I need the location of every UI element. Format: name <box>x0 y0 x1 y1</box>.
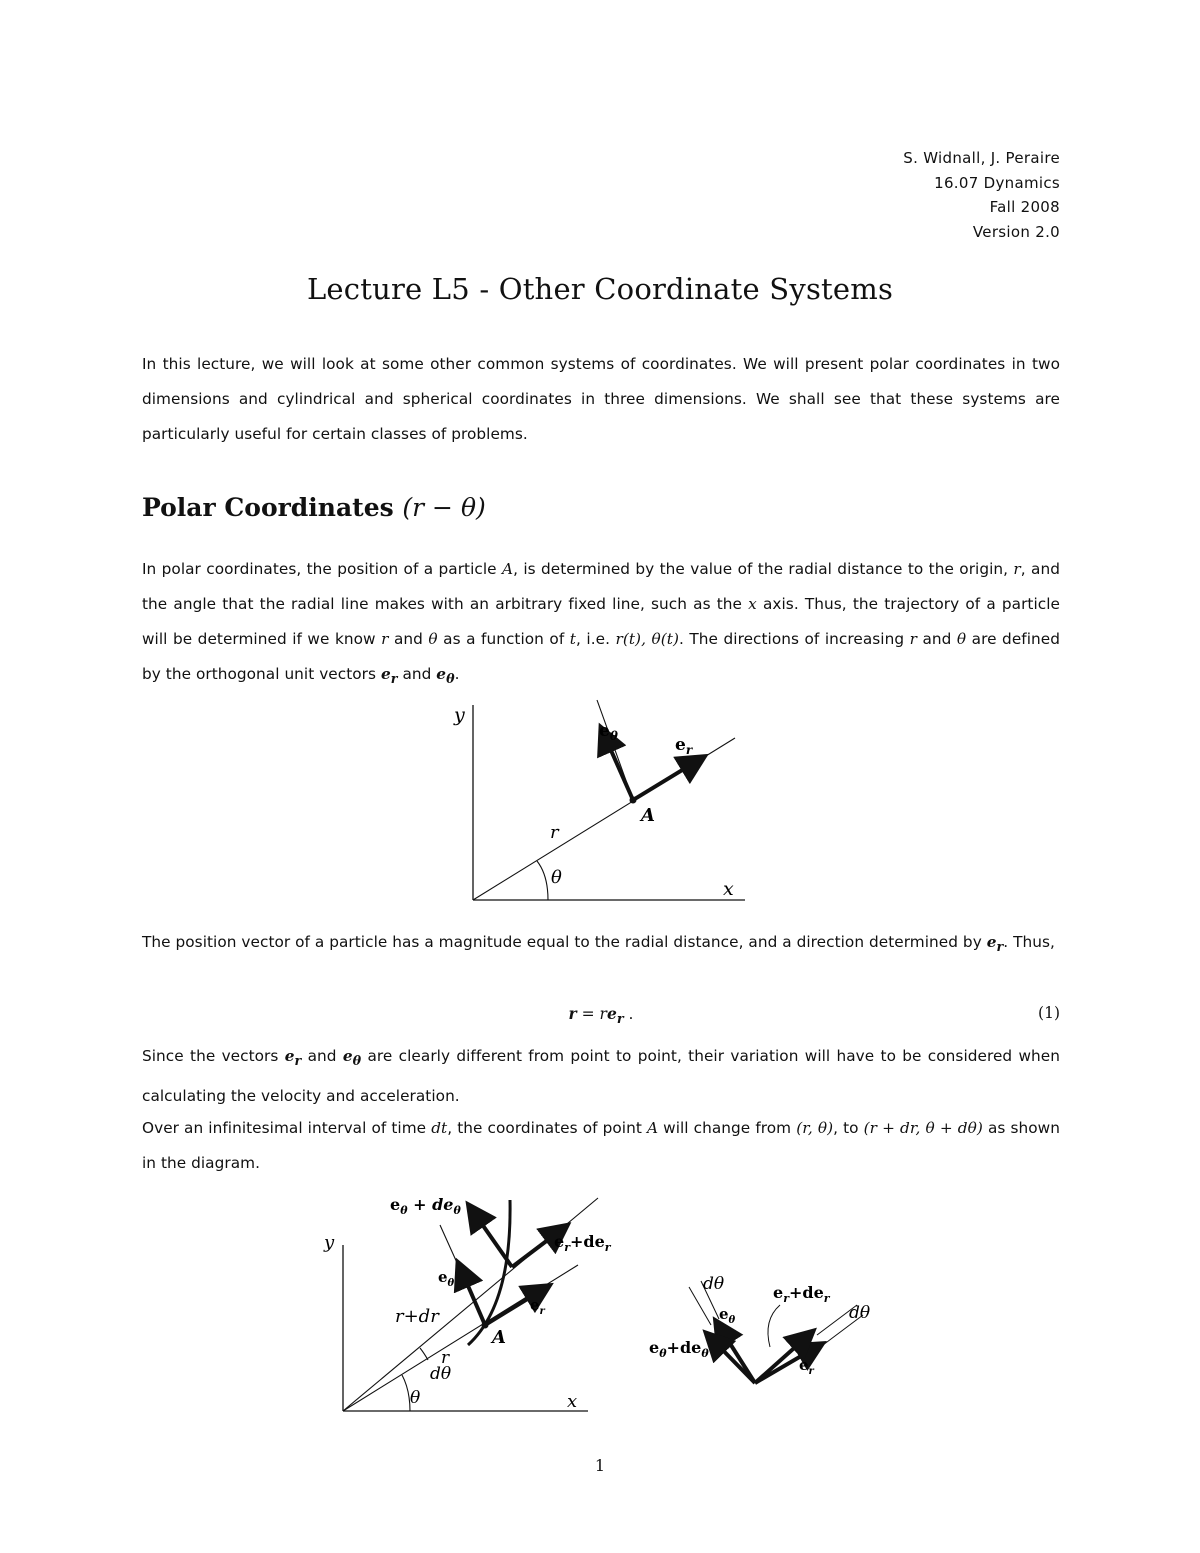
equation-number: (1) <box>1038 1004 1060 1022</box>
infinitesimal-paragraph: Over an infinitesimal interval of time dt, the coordinates of point A will change from (r, θ), to (r + dr, θ + dθ) as shown in the diagram. <box>142 1119 1060 1172</box>
unit-vector-change-figure <box>645 1265 905 1395</box>
e-r-label: $e_r$ <box>675 735 693 757</box>
e-r-plus-label: $e_r+de_r$ <box>554 1232 611 1254</box>
polar-coordinates-figure <box>440 695 760 910</box>
point-a-label: A <box>492 1327 506 1348</box>
section-heading <box>142 493 486 522</box>
e-theta-plus-label: $e_\theta + de_\theta$ <box>390 1195 461 1217</box>
pointer-curve <box>768 1305 780 1347</box>
r-plus-dr-label: r+dr <box>395 1306 439 1327</box>
point-a <box>482 1322 489 1329</box>
theta-label: θ <box>410 1388 421 1408</box>
section-math: (r − θ) <box>402 493 486 522</box>
dtheta-arc <box>420 1348 428 1360</box>
point-a-label: A <box>641 805 655 826</box>
variation-paragraph: Since the vectors $e_r$ and $e_\theta$ are clearly different from point to point, their variation will have to be considered when calculating the velocity and acceleration. <box>142 1047 1060 1106</box>
theta-arc <box>537 861 548 900</box>
theta-arc <box>402 1375 410 1411</box>
header-authors: S. Widnall, J. Peraire <box>903 149 1060 167</box>
e-theta-plus-de-theta-arrow <box>470 1207 512 1267</box>
r-label: r <box>441 1348 450 1368</box>
dtheta-top-label: dθ <box>703 1274 725 1294</box>
e-theta-label: $e_\theta$ <box>438 1268 455 1289</box>
e-theta-arrow <box>717 1323 755 1383</box>
header-term: Fall 2008 <box>989 198 1060 216</box>
e-theta-label: $e_\theta$ <box>599 721 618 743</box>
e-r-plus-label: $e_r+de_r$ <box>773 1283 830 1305</box>
infinitesimal-change-figure <box>320 1185 620 1420</box>
e-r-arrow <box>633 758 702 800</box>
polar-paragraph: In polar coordinates, the position of a particle A, is determined by the value of the radial distance to the origin, r, and the angle that the radial line makes with an arbitrary fixed line, such as the x axis. Thus, the trajectory of a particle will be determined if we know r and θ as a function of t, i.e. r(t), θ(t). The directions of increasing r and θ are defined by the orthogonal unit vectors $e_r$ and $e_\theta$. <box>142 560 1060 688</box>
r-label: r <box>550 822 559 843</box>
e-r-label: $e_r$ <box>799 1356 814 1377</box>
point-a <box>630 797 637 804</box>
equation-body: $r = re_r$ . <box>568 1004 634 1028</box>
dtheta-right-label: dθ <box>849 1303 871 1323</box>
y-axis-label: y <box>324 1232 335 1253</box>
page-title: Lecture L5 - Other Coordinate Systems <box>306 272 894 306</box>
x-axis-label: x <box>723 878 734 900</box>
e-r-arrow <box>755 1345 820 1383</box>
section-title: Polar Coordinates <box>142 493 394 522</box>
intro-paragraph: In this lecture, we will look at some other common systems of coordinates. We will present polar coordinates in two dimensions and cylindrical and spherical coordinates in three dimensions. We shall see that these systems are particularly useful for certain classes of problems. <box>142 355 1060 443</box>
page-number: 1 <box>594 1456 606 1475</box>
equation-1 <box>142 1000 1060 1030</box>
x-axis-label: x <box>567 1391 578 1412</box>
header-version: Version 2.0 <box>972 222 1060 241</box>
header-course: 16.07 Dynamics <box>934 173 1060 192</box>
radial-line-r <box>343 1265 578 1411</box>
y-axis-label: y <box>454 704 465 726</box>
theta-label: θ <box>551 867 562 888</box>
e-r-label: $e_r$ <box>530 1296 545 1317</box>
position-vector-paragraph: The position vector of a particle has a magnitude equal to the radial distance, and a direction determined by $e_r$. Thus, <box>142 933 1055 956</box>
dtheta-label: dθ <box>430 1364 452 1384</box>
e-theta-plus-label: $e_\theta+de_\theta$ <box>649 1338 709 1360</box>
e-theta-label: $e_\theta$ <box>719 1305 736 1326</box>
document-header <box>903 146 1060 244</box>
